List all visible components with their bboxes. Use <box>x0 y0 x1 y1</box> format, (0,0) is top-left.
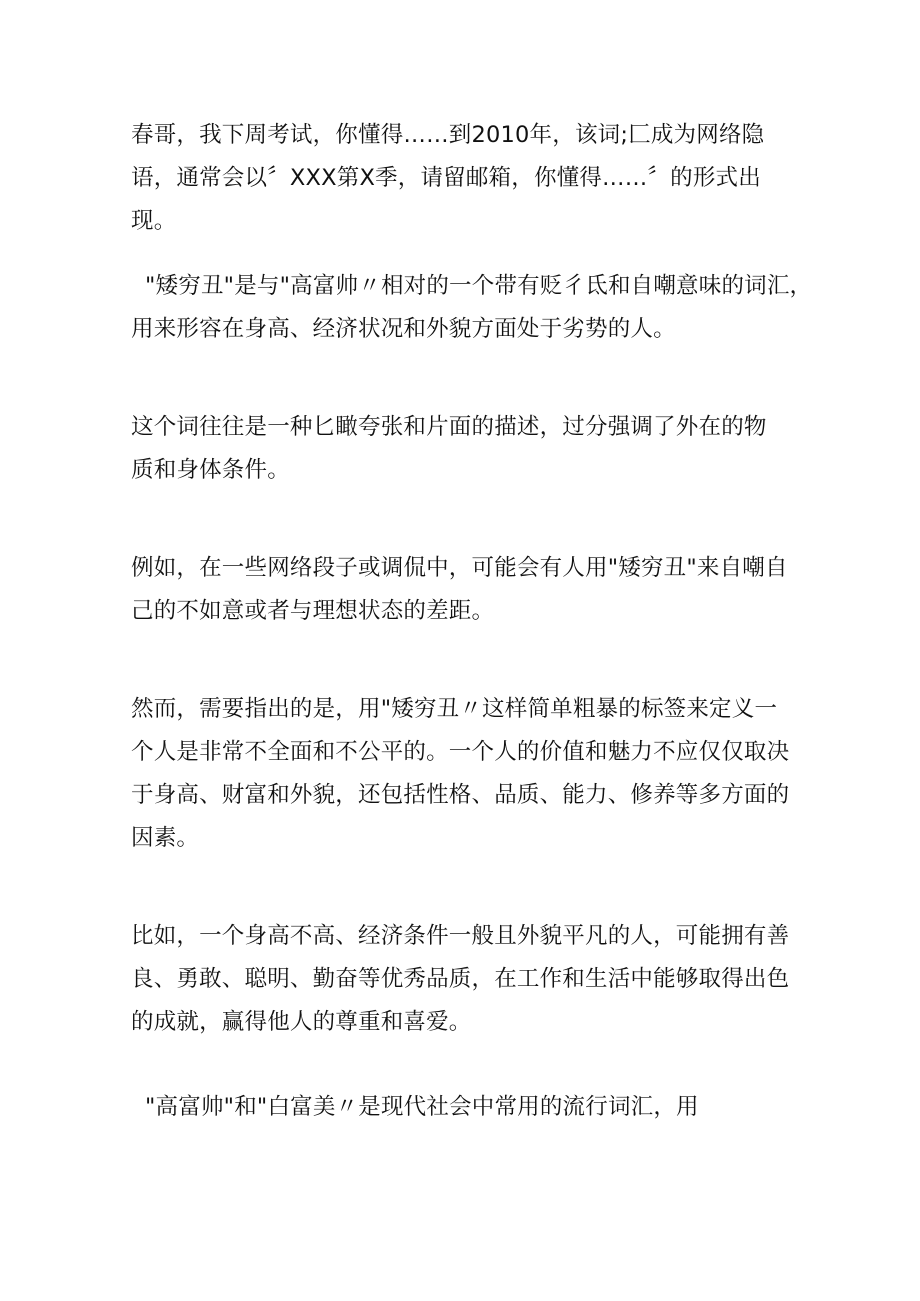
text-line: "高富帅"和"白富美〃是现代社会中常用的流行词汇，用 <box>145 1094 699 1120</box>
paragraph-5 <box>131 688 811 860</box>
text-line: 比如，一个身高不高、经济条件一般且外貌平凡的人，可能拥有善 <box>131 923 790 949</box>
text-line: 因素。 <box>131 825 200 851</box>
text-line: 语，通常会以〞XXX第X季，请留邮箱，你懂得……〞的形式出 <box>131 165 761 191</box>
text-line: 春哥，我下周考试，你懂得……到2010年，该词;匚成为网络隐 <box>131 122 765 148</box>
text-line: 这个词往往是一种匕瞰夸张和片面的描述，过分强调了外在的物 <box>131 414 767 440</box>
paragraph-2 <box>131 265 825 351</box>
text-line: 质和身体条件。 <box>131 457 290 483</box>
paragraph-4 <box>131 547 811 633</box>
text-line: 己的不如意或者与理想状态的差距。 <box>131 598 495 624</box>
text-line: "矮穷丑"是与"高富帅〃相对的一个带有贬彳氐和自嘲意味的词汇， <box>145 273 813 299</box>
text-line: 个人是非常不全面和不公平的。一个人的价值和魅力不应仅仅取决 <box>131 739 790 765</box>
text-line: 良、勇敢、聪明、勤奋等优秀品质，在工作和生活中能够取得出色 <box>131 966 790 992</box>
text-line: 于身高、财富和外貌，还包括性格、品质、能力、修养等多方面的 <box>131 782 790 808</box>
paragraph-7 <box>131 1086 825 1129</box>
text-line: 用来形容在身高、经济状况和外貌方面处于劣势的人。 <box>131 316 676 342</box>
text-line: 的成就，赢得他人的尊重和喜爱。 <box>131 1009 472 1035</box>
text-line: 现。 <box>131 208 177 234</box>
paragraph-1 <box>131 114 811 243</box>
text-line: 例如，在一些网络段子或调侃中，可能会有人用"矮穷丑"来自嘲自 <box>131 555 788 581</box>
paragraph-6 <box>131 915 811 1044</box>
text-line: 然而，需要指出的是，用"矮穷丑〃这样简单粗暴的标签来定义一 <box>131 696 778 722</box>
paragraph-3 <box>131 406 811 492</box>
